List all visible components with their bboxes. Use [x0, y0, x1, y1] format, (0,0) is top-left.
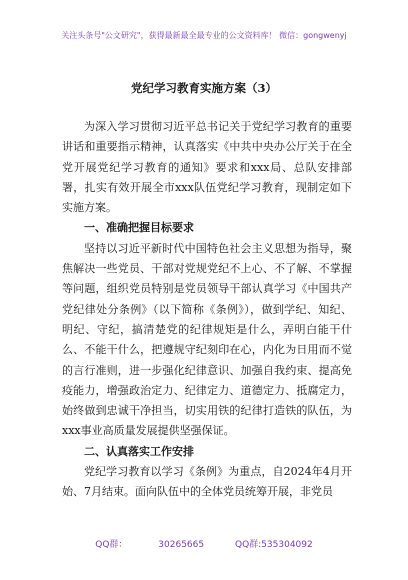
document-title: 党纪学习教育实施方案（3）: [130, 81, 277, 95]
footer-qq-groups: [0, 537, 408, 550]
footer-qq-group-2: QQ群:535304092: [234, 540, 313, 550]
section-1-paragraph: 坚持以习近平新时代中国特色社会主义思想为指导，聚焦解决一些党员、干部对党规党纪不上心、不了解、不掌握等问题，组织党员特别是党员领导干部认真学习《中国共产党纪律处分条例》（以下简称《条例》），做到学纪、知纪、明纪、守纪，搞清楚党的纪律规矩是什么，弄明白能干什么、不能干什么，把遵规守纪刻印在心，内化为日用而不觉的言行准则，进一步强化纪律意识、加强自我约束、提高免疫能力，增强政治定力、纪律定力、道德定力、抵腐定力，始终做到忠诚干净担当，切实用铁的纪律打造铁的队伍，为xxx事业高质量发展提供坚强保证。: [62, 241, 352, 438]
section-2-paragraph: 党纪学习教育以学习《条例》为重点，自2024年4月开始、7月结束。面向队伍中的全体党员统筹开展，非党员: [62, 465, 352, 499]
intro-paragraph: 为深入学习贯彻习近平总书记关于党纪学习教育的重要讲话和重要指示精神，认真落实《中共中央办公厅关于在全党开展党纪学习教育的通知》要求和xxx局、总队安排部署，扎实有效开展全市xxx队伍党纪学习教育，现制定如下实施方案。: [62, 120, 352, 215]
document-body: [62, 117, 352, 503]
section-heading-2: 二、认真落实工作安排: [84, 444, 194, 458]
header-note: 关注头条号"公文研究"，获得最新最全最专业的公文资料库！ 微信：gongwenyj: [61, 31, 347, 40]
footer-qq-group-1: QQ群： 30265665: [95, 540, 205, 550]
section-heading-1: 一、准确把握目标要求: [84, 221, 194, 235]
